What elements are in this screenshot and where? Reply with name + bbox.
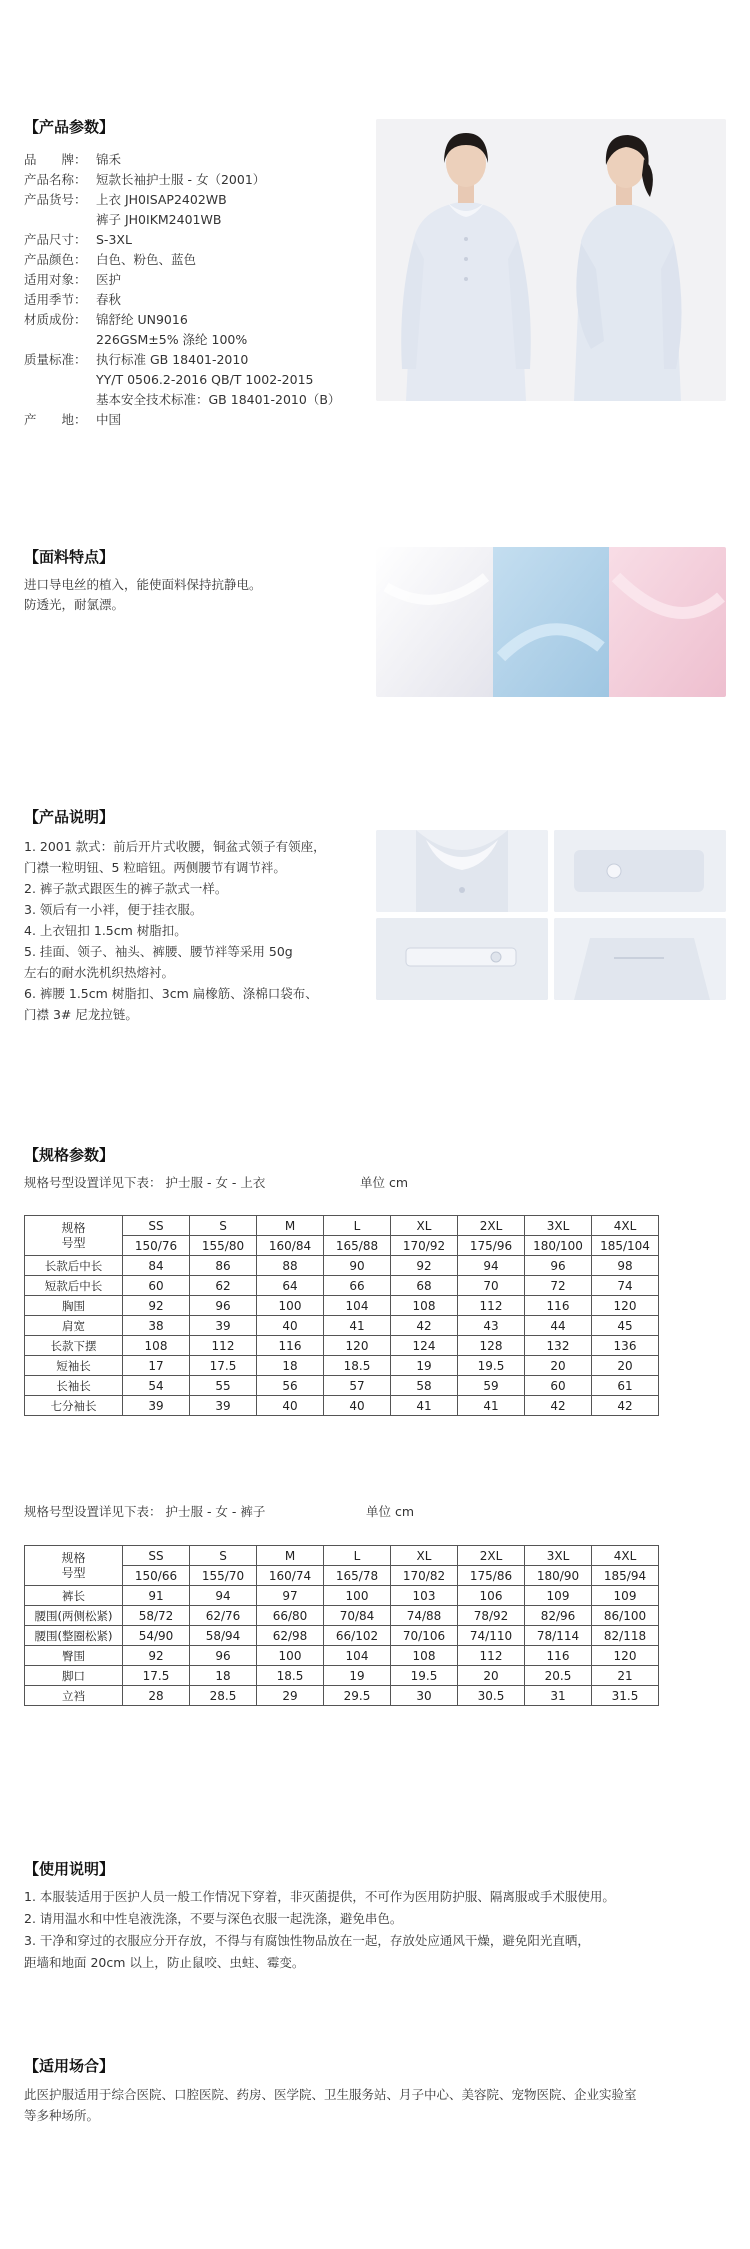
size-header: 3XL bbox=[525, 1216, 592, 1236]
param-label: 产品货号： bbox=[24, 192, 87, 207]
measure-value: 17 bbox=[123, 1356, 190, 1376]
param-row bbox=[24, 290, 121, 310]
measure-value: 41 bbox=[391, 1396, 458, 1416]
type-header: 185/94 bbox=[592, 1566, 659, 1586]
param-label: 材质成份： bbox=[24, 312, 87, 327]
measure-value: 56 bbox=[257, 1376, 324, 1396]
measure-value: 109 bbox=[592, 1586, 659, 1606]
measure-value: 58/94 bbox=[190, 1626, 257, 1646]
corner-label: 规格 bbox=[61, 1550, 86, 1565]
detail-photo-waist-tab bbox=[376, 918, 548, 1000]
desc-line: 1. 2001 款式：前后开片式收腰，铜盆式领子有领座， bbox=[24, 839, 326, 854]
size-header: L bbox=[324, 1216, 391, 1236]
usage-heading: 【使用说明】 bbox=[24, 1860, 115, 1878]
measure-value: 88 bbox=[257, 1256, 324, 1276]
measure-value: 42 bbox=[391, 1316, 458, 1336]
pants-size-table bbox=[24, 1545, 659, 1706]
top-table-caption: 规格号型设置详见下表： 护士服 - 女 - 上衣 bbox=[24, 1175, 266, 1190]
table-row bbox=[25, 1586, 659, 1606]
measure-value: 116 bbox=[525, 1646, 592, 1666]
measure-value: 20.5 bbox=[525, 1666, 592, 1686]
measure-value: 86 bbox=[190, 1256, 257, 1276]
measure-value: 18 bbox=[190, 1666, 257, 1686]
table-row bbox=[25, 1546, 659, 1566]
param-value-continued: 基本安全技术标准：GB 18401-2010（B） bbox=[96, 392, 341, 407]
type-header: 180/90 bbox=[525, 1566, 592, 1586]
fabric-swatches bbox=[376, 547, 726, 697]
measure-value: 112 bbox=[190, 1336, 257, 1356]
measure-value: 96 bbox=[190, 1296, 257, 1316]
measure-value: 82/96 bbox=[525, 1606, 592, 1626]
measure-value: 54 bbox=[123, 1376, 190, 1396]
measure-value: 100 bbox=[257, 1296, 324, 1316]
measure-value: 18.5 bbox=[257, 1666, 324, 1686]
usage-line: 2. 请用温水和中性皂液洗涤，不要与深色衣服一起洗涤，避免串色。 bbox=[24, 1911, 403, 1926]
param-value: 短款长袖护士服 - 女（2001） bbox=[96, 172, 266, 187]
measure-value: 19.5 bbox=[458, 1356, 525, 1376]
measure-value: 104 bbox=[324, 1646, 391, 1666]
top-table-unit: 单位 cm bbox=[360, 1175, 409, 1190]
measure-value: 108 bbox=[391, 1296, 458, 1316]
measure-value: 124 bbox=[391, 1336, 458, 1356]
type-header: 170/92 bbox=[391, 1236, 458, 1256]
size-header: 4XL bbox=[592, 1546, 659, 1566]
measure-value: 20 bbox=[592, 1356, 659, 1376]
measure-value: 74 bbox=[592, 1276, 659, 1296]
desc-line: 2. 裤子款式跟医生的裤子款式一样。 bbox=[24, 881, 228, 896]
measure-value: 132 bbox=[525, 1336, 592, 1356]
param-label: 质量标准： bbox=[24, 352, 87, 367]
type-header: 155/80 bbox=[190, 1236, 257, 1256]
measure-name: 短款后中长 bbox=[25, 1276, 123, 1296]
fabric-line-1: 进口导电丝的植入，能使面料保持抗静电。 bbox=[24, 577, 262, 592]
measure-value: 42 bbox=[525, 1396, 592, 1416]
param-row bbox=[24, 170, 265, 190]
param-row bbox=[24, 410, 121, 430]
measure-value: 40 bbox=[324, 1396, 391, 1416]
table-row bbox=[25, 1216, 659, 1236]
measure-value: 39 bbox=[123, 1396, 190, 1416]
measure-value: 70/84 bbox=[324, 1606, 391, 1626]
measure-value: 74/88 bbox=[391, 1606, 458, 1626]
pants-table-unit: 单位 cm bbox=[366, 1504, 415, 1519]
table-row bbox=[25, 1296, 659, 1316]
table-row bbox=[25, 1276, 659, 1296]
measure-value: 120 bbox=[592, 1646, 659, 1666]
param-value: 中国 bbox=[96, 412, 122, 427]
pink-swatch bbox=[609, 547, 726, 697]
measure-value: 62/76 bbox=[190, 1606, 257, 1626]
measure-value: 29 bbox=[257, 1686, 324, 1706]
measure-value: 98 bbox=[592, 1256, 659, 1276]
type-header: 175/96 bbox=[458, 1236, 525, 1256]
measure-value: 66/102 bbox=[324, 1626, 391, 1646]
table-row bbox=[25, 1606, 659, 1626]
table-row bbox=[25, 1646, 659, 1666]
param-label: 适用季节： bbox=[24, 292, 87, 307]
measure-value: 86/100 bbox=[592, 1606, 659, 1626]
measure-value: 28.5 bbox=[190, 1686, 257, 1706]
measure-name: 长款后中长 bbox=[25, 1256, 123, 1276]
model-photo bbox=[376, 119, 726, 401]
table-row bbox=[25, 1686, 659, 1706]
params-heading: 【产品参数】 bbox=[24, 118, 115, 136]
measure-value: 29.5 bbox=[324, 1686, 391, 1706]
measure-value: 41 bbox=[458, 1396, 525, 1416]
param-label: 适用对象： bbox=[24, 272, 87, 287]
usage-line: 3. 干净和穿过的衣服应分开存放，不得与有腐蚀性物品放在一起，存放处应通风干燥，避免阳光直晒， bbox=[24, 1933, 590, 1948]
pants-table-caption: 规格号型设置详见下表： 护士服 - 女 - 裤子 bbox=[24, 1504, 266, 1519]
measure-name: 七分袖长 bbox=[25, 1396, 123, 1416]
measure-value: 94 bbox=[458, 1256, 525, 1276]
detail-photo-collar bbox=[376, 830, 548, 912]
measure-value: 91 bbox=[123, 1586, 190, 1606]
measure-value: 92 bbox=[123, 1296, 190, 1316]
measure-value: 112 bbox=[458, 1646, 525, 1666]
sizes-heading: 【规格参数】 bbox=[24, 1146, 115, 1164]
measure-value: 18.5 bbox=[324, 1356, 391, 1376]
param-value: 上衣 JH0ISAP2402WB bbox=[96, 192, 227, 207]
measure-value: 19 bbox=[391, 1356, 458, 1376]
measure-value: 120 bbox=[592, 1296, 659, 1316]
desc-line: 5. 挂面、领子、袖头、裤腰、腰节袢等采用 50g bbox=[24, 944, 293, 959]
detail-photo-cuff bbox=[554, 830, 726, 912]
table-corner-header bbox=[25, 1546, 123, 1586]
fabric-heading: 【面料特点】 bbox=[24, 548, 115, 566]
measure-value: 100 bbox=[257, 1646, 324, 1666]
blue-swatch bbox=[493, 547, 609, 697]
param-value: 春秋 bbox=[96, 292, 122, 307]
measure-value: 31.5 bbox=[592, 1686, 659, 1706]
measure-value: 84 bbox=[123, 1256, 190, 1276]
table-row bbox=[25, 1396, 659, 1416]
type-header: 170/82 bbox=[391, 1566, 458, 1586]
desc-line: 6. 裤腰 1.5cm 树脂扣、3cm 扁橡筋、涤棉口袋布、 bbox=[24, 986, 318, 1001]
measure-name: 胸围 bbox=[25, 1296, 123, 1316]
param-row bbox=[24, 230, 132, 250]
measure-value: 58 bbox=[391, 1376, 458, 1396]
param-value-continued: 226GSM±5% 涤纶 100% bbox=[96, 332, 248, 347]
measure-value: 20 bbox=[525, 1356, 592, 1376]
size-header: 4XL bbox=[592, 1216, 659, 1236]
usage-line: 距墙和地面 20cm 以上，防止鼠咬、虫蛀、霉变。 bbox=[24, 1955, 305, 1970]
type-header: 160/84 bbox=[257, 1236, 324, 1256]
measure-value: 17.5 bbox=[190, 1356, 257, 1376]
measure-value: 59 bbox=[458, 1376, 525, 1396]
measure-value: 108 bbox=[391, 1646, 458, 1666]
measure-value: 136 bbox=[592, 1336, 659, 1356]
measure-name: 长款下摆 bbox=[25, 1336, 123, 1356]
measure-value: 60 bbox=[525, 1376, 592, 1396]
measure-value: 72 bbox=[525, 1276, 592, 1296]
scenes-heading: 【适用场合】 bbox=[24, 2057, 115, 2075]
measure-value: 116 bbox=[525, 1296, 592, 1316]
table-row bbox=[25, 1356, 659, 1376]
measure-value: 42 bbox=[592, 1396, 659, 1416]
measure-value: 94 bbox=[190, 1586, 257, 1606]
param-row bbox=[24, 350, 248, 370]
measure-value: 82/118 bbox=[592, 1626, 659, 1646]
param-row bbox=[24, 190, 227, 210]
desc-line: 左右的耐水洗机织热熔衬。 bbox=[24, 965, 175, 980]
measure-name: 裤长 bbox=[25, 1586, 123, 1606]
param-value: 医护 bbox=[96, 272, 122, 287]
measure-value: 78/92 bbox=[458, 1606, 525, 1626]
param-value: 锦舒纶 UN9016 bbox=[96, 312, 188, 327]
param-label: 产品尺寸： bbox=[24, 232, 87, 247]
measure-value: 61 bbox=[592, 1376, 659, 1396]
table-row bbox=[25, 1336, 659, 1356]
size-header: S bbox=[190, 1216, 257, 1236]
top-size-table bbox=[24, 1215, 659, 1416]
scenes-line-1: 此医护服适用于综合医院、口腔医院、药房、医学院、卫生服务站、月子中心、美容院、宠物医院、企业实验室 bbox=[24, 2087, 637, 2102]
size-header: 2XL bbox=[458, 1216, 525, 1236]
white-swatch bbox=[376, 547, 493, 697]
size-header: M bbox=[257, 1546, 324, 1566]
desc-line: 3. 领后有一小袢，便于挂衣服。 bbox=[24, 902, 203, 917]
measure-value: 44 bbox=[525, 1316, 592, 1336]
measure-value: 40 bbox=[257, 1316, 324, 1336]
type-header: 185/104 bbox=[592, 1236, 659, 1256]
measure-value: 106 bbox=[458, 1586, 525, 1606]
desc-line: 4. 上衣钮扣 1.5cm 树脂扣。 bbox=[24, 923, 187, 938]
type-header: 165/88 bbox=[324, 1236, 391, 1256]
measure-value: 97 bbox=[257, 1586, 324, 1606]
size-header: 3XL bbox=[525, 1546, 592, 1566]
measure-value: 21 bbox=[592, 1666, 659, 1686]
measure-value: 103 bbox=[391, 1586, 458, 1606]
measure-value: 62 bbox=[190, 1276, 257, 1296]
param-value: 执行标准 GB 18401-2010 bbox=[96, 352, 249, 367]
param-value: 锦禾 bbox=[96, 152, 122, 167]
param-label: 产品名称： bbox=[24, 172, 87, 187]
table-row bbox=[25, 1256, 659, 1276]
measure-value: 41 bbox=[324, 1316, 391, 1336]
measure-name: 臀围 bbox=[25, 1646, 123, 1666]
table-row bbox=[25, 1376, 659, 1396]
measure-value: 18 bbox=[257, 1356, 324, 1376]
measure-value: 92 bbox=[123, 1646, 190, 1666]
measure-value: 62/98 bbox=[257, 1626, 324, 1646]
measure-value: 120 bbox=[324, 1336, 391, 1356]
measure-value: 39 bbox=[190, 1316, 257, 1336]
measure-value: 31 bbox=[525, 1686, 592, 1706]
param-value-continued: 裤子 JH0IKM2401WB bbox=[96, 212, 222, 227]
measure-value: 19 bbox=[324, 1666, 391, 1686]
measure-value: 38 bbox=[123, 1316, 190, 1336]
measure-value: 96 bbox=[190, 1646, 257, 1666]
table-row bbox=[25, 1666, 659, 1686]
corner-label: 号型 bbox=[61, 1235, 86, 1250]
size-header: L bbox=[324, 1546, 391, 1566]
measure-value: 109 bbox=[525, 1586, 592, 1606]
size-header: XL bbox=[391, 1546, 458, 1566]
measure-value: 30 bbox=[391, 1686, 458, 1706]
table-row bbox=[25, 1626, 659, 1646]
measure-value: 19.5 bbox=[391, 1666, 458, 1686]
measure-value: 108 bbox=[123, 1336, 190, 1356]
size-header: SS bbox=[123, 1216, 190, 1236]
measure-value: 112 bbox=[458, 1296, 525, 1316]
detail-photo-pocket bbox=[554, 918, 726, 1000]
param-row bbox=[24, 250, 196, 270]
table-corner-header bbox=[25, 1216, 123, 1256]
measure-value: 64 bbox=[257, 1276, 324, 1296]
type-header: 155/70 bbox=[190, 1566, 257, 1586]
measure-value: 55 bbox=[190, 1376, 257, 1396]
type-header: 165/78 bbox=[324, 1566, 391, 1586]
measure-value: 45 bbox=[592, 1316, 659, 1336]
measure-name: 短袖长 bbox=[25, 1356, 123, 1376]
size-header: S bbox=[190, 1546, 257, 1566]
param-value: 白色、粉色、蓝色 bbox=[96, 252, 197, 267]
measure-name: 腰围(两侧松紧) bbox=[25, 1606, 123, 1626]
measure-value: 57 bbox=[324, 1376, 391, 1396]
measure-value: 104 bbox=[324, 1296, 391, 1316]
corner-label: 规格 bbox=[61, 1220, 86, 1235]
type-header: 160/74 bbox=[257, 1566, 324, 1586]
fabric-line-2: 防透光，耐氯漂。 bbox=[24, 597, 125, 612]
param-value: S-3XL bbox=[96, 232, 132, 247]
measure-name: 长袖长 bbox=[25, 1376, 123, 1396]
measure-value: 17.5 bbox=[123, 1666, 190, 1686]
corner-label: 号型 bbox=[61, 1565, 86, 1580]
size-header: SS bbox=[123, 1546, 190, 1566]
measure-value: 100 bbox=[324, 1586, 391, 1606]
measure-value: 28 bbox=[123, 1686, 190, 1706]
measure-name: 脚口 bbox=[25, 1666, 123, 1686]
param-row bbox=[24, 310, 188, 330]
param-label: 产 地： bbox=[24, 412, 87, 427]
measure-value: 116 bbox=[257, 1336, 324, 1356]
measure-value: 92 bbox=[391, 1256, 458, 1276]
type-header: 180/100 bbox=[525, 1236, 592, 1256]
scenes-line-2: 等多种场所。 bbox=[24, 2108, 100, 2123]
table-row bbox=[25, 1316, 659, 1336]
measure-value: 58/72 bbox=[123, 1606, 190, 1626]
measure-value: 96 bbox=[525, 1256, 592, 1276]
measure-value: 66/80 bbox=[257, 1606, 324, 1626]
param-label: 产品颜色： bbox=[24, 252, 87, 267]
measure-value: 43 bbox=[458, 1316, 525, 1336]
desc-heading: 【产品说明】 bbox=[24, 808, 115, 826]
size-header: XL bbox=[391, 1216, 458, 1236]
measure-value: 66 bbox=[324, 1276, 391, 1296]
measure-value: 20 bbox=[458, 1666, 525, 1686]
desc-line: 门襟 3# 尼龙拉链。 bbox=[24, 1007, 138, 1022]
usage-line: 1. 本服装适用于医护人员一般工作情况下穿着，非灭菌提供，不可作为医用防护服、隔离服或手术服使用。 bbox=[24, 1889, 615, 1904]
type-header: 175/86 bbox=[458, 1566, 525, 1586]
measure-value: 74/110 bbox=[458, 1626, 525, 1646]
size-header: M bbox=[257, 1216, 324, 1236]
measure-value: 128 bbox=[458, 1336, 525, 1356]
type-header: 150/76 bbox=[123, 1236, 190, 1256]
param-row bbox=[24, 270, 121, 290]
param-value-continued: YY/T 0506.2-2016 QB/T 1002-2015 bbox=[96, 372, 314, 387]
measure-value: 40 bbox=[257, 1396, 324, 1416]
measure-value: 68 bbox=[391, 1276, 458, 1296]
param-row bbox=[24, 150, 121, 170]
measure-value: 30.5 bbox=[458, 1686, 525, 1706]
measure-value: 60 bbox=[123, 1276, 190, 1296]
measure-value: 78/114 bbox=[525, 1626, 592, 1646]
measure-value: 70 bbox=[458, 1276, 525, 1296]
measure-value: 39 bbox=[190, 1396, 257, 1416]
measure-value: 90 bbox=[324, 1256, 391, 1276]
measure-value: 54/90 bbox=[123, 1626, 190, 1646]
desc-line: 门襟一粒明钮、5 粒暗钮。两侧腰节有调节袢。 bbox=[24, 860, 286, 875]
size-header: 2XL bbox=[458, 1546, 525, 1566]
measure-name: 腰围(整圈松紧) bbox=[25, 1626, 123, 1646]
measure-name: 肩宽 bbox=[25, 1316, 123, 1336]
param-label: 品 牌： bbox=[24, 152, 87, 167]
measure-name: 立裆 bbox=[25, 1686, 123, 1706]
type-header: 150/66 bbox=[123, 1566, 190, 1586]
measure-value: 70/106 bbox=[391, 1626, 458, 1646]
